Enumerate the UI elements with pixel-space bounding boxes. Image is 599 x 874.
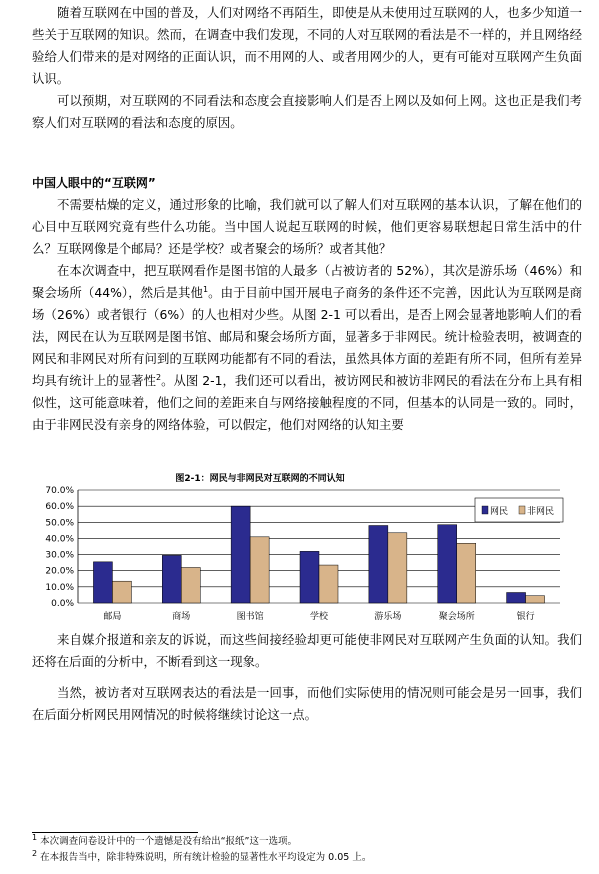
- findings-text-a: 在本次调查中，把互联网看作是图书馆的人最多（占被访者的 52%），其次是游乐场（46%）和聚会场所（44%），然后是其他: [32, 263, 582, 300]
- bar-非网民-邮局: [112, 581, 131, 603]
- y-tick-label: 50.0%: [45, 518, 74, 529]
- x-tick-label: 银行: [516, 612, 535, 622]
- bar-chart: [30, 470, 570, 630]
- paragraph-metaphor: 不需要枯燥的定义，通过形象的比喻，我们就可以了解人们对互联网的基本认识，了解在他们的心目中互联网究竟有些什么功能。当中国人说起互联网的时候，他们更容易联想起日常生活中的什么？互联网像是个邮局？还是学校？或者聚会的场所？或者其他？: [32, 197, 582, 256]
- bar-网民-聚会场所: [438, 525, 457, 603]
- footnote-divider: [32, 832, 198, 833]
- y-tick-label: 20.0%: [45, 566, 74, 577]
- chart-legend: [475, 498, 563, 522]
- x-tick-label: 学校: [309, 612, 329, 622]
- x-tick-label: 邮局: [103, 612, 122, 622]
- y-tick-label: 70.0%: [45, 486, 74, 496]
- x-tick-label: 图书馆: [236, 612, 264, 622]
- footnote-1-mark: 1: [32, 832, 38, 842]
- bar-网民-图书馆: [231, 506, 250, 603]
- paragraph-intro: 随着互联网在中国的普及，人们对网络不再陌生，即使是从未使用过互联网的人，也多少知道一些关于互联网的知识。然而，在调查中我们发现，不同的人对互联网的看法是不一样的，并且网络经验给人们带来的是对网络的正面认识，而不用网的人、或者用网少的人，更有可能对互联网产生负面认识。: [32, 5, 582, 86]
- bar-非网民-游乐场: [388, 533, 407, 603]
- bar-非网民-商场: [181, 567, 200, 603]
- bar-非网民-学校: [319, 565, 338, 603]
- x-tick-label: 聚会场所: [438, 612, 475, 622]
- bar-非网民-聚会场所: [457, 543, 476, 603]
- paragraph-media: 来自媒介报道和亲友的诉说，而这些间接经验却更可能使非网民对互联网产生负面的认知。我们还将在后面的分析中，不断看到这一现象。: [32, 632, 582, 669]
- bar-网民-商场: [162, 555, 181, 603]
- paragraph-findings: [32, 260, 582, 436]
- y-tick-label: 0.0%: [51, 599, 74, 609]
- section-heading: 中国人眼中的“互联网”: [32, 176, 156, 190]
- bar-非网民-图书馆: [250, 537, 269, 603]
- bar-网民-学校: [300, 551, 319, 603]
- legend-label: 非网民: [527, 507, 555, 517]
- paragraph-expectation: 可以预期，对互联网的不同看法和态度会直接影响人们是否上网以及如何上网。这也正是我们考察人们对互联网的看法和态度的原因。: [32, 93, 582, 130]
- paragraph-closing: 当然，被访者对互联网表达的看法是一回事，而他们实际使用的情况则可能会是另一回事，我们在后面分析网民用网情况的时候将继续讨论这一点。: [32, 685, 582, 722]
- y-tick-label: 10.0%: [45, 582, 74, 593]
- bar-非网民-银行: [526, 596, 545, 603]
- bar-网民-银行: [507, 593, 526, 603]
- findings-text-c: 。从图 2-1，我们还可以看出，被访网民和被访非网民的看法在分布上具有相似性，这可能意味着，他们之间的差距来自与网络接触程度的不同，但基本的认同是一致的。同时，由于非网民没有亲身的网络体验，可以假定，他们对网络的认知主要: [32, 373, 582, 432]
- y-tick-label: 30.0%: [45, 550, 74, 561]
- legend-swatch: [482, 506, 488, 514]
- x-tick-label: 游乐场: [374, 612, 402, 622]
- bar-网民-游乐场: [369, 526, 388, 603]
- legend-label: 网民: [490, 507, 509, 517]
- footnote-ref-2[interactable]: 2: [155, 372, 162, 382]
- bar-网民-邮局: [93, 562, 112, 603]
- footnote-2-text: 在本报告当中，除非特殊说明，所有统计检验的显著性水平均设定为 0.05 上。: [40, 852, 372, 863]
- footnote-2-mark: 2: [32, 848, 38, 858]
- footnote-2: [32, 848, 372, 865]
- footnote-ref-1[interactable]: 1: [202, 284, 209, 294]
- legend-swatch: [519, 506, 525, 514]
- y-tick-label: 60.0%: [45, 502, 74, 513]
- chart-title: 图2-1：网民与非网民对互联网的不同认知: [175, 474, 345, 484]
- footnote-1: [32, 832, 297, 849]
- y-tick-label: 40.0%: [45, 534, 74, 545]
- findings-text-b: 。由于目前中国开展电子商务的条件还不完善，因此认为互联网是商场（26%）或者银行（6%）的人也相对少些。从图 2-1 可以看出，是否上网会显著地影响人们的看法，网民在认为互联网是图书馆、邮局和聚会场所方面，显著多于非网民。统计检验表明，被调查的网民和非网民对所有问到的互联网功能都有不同的看法，虽然具体方面的差距有所不同，但所有差异均具有统计上的显著性: [32, 285, 582, 388]
- footnote-1-text: 本次调查问卷设计中的一个遗憾是没有给出“报纸”这一选项。: [40, 836, 297, 847]
- x-tick-label: 商场: [172, 612, 191, 622]
